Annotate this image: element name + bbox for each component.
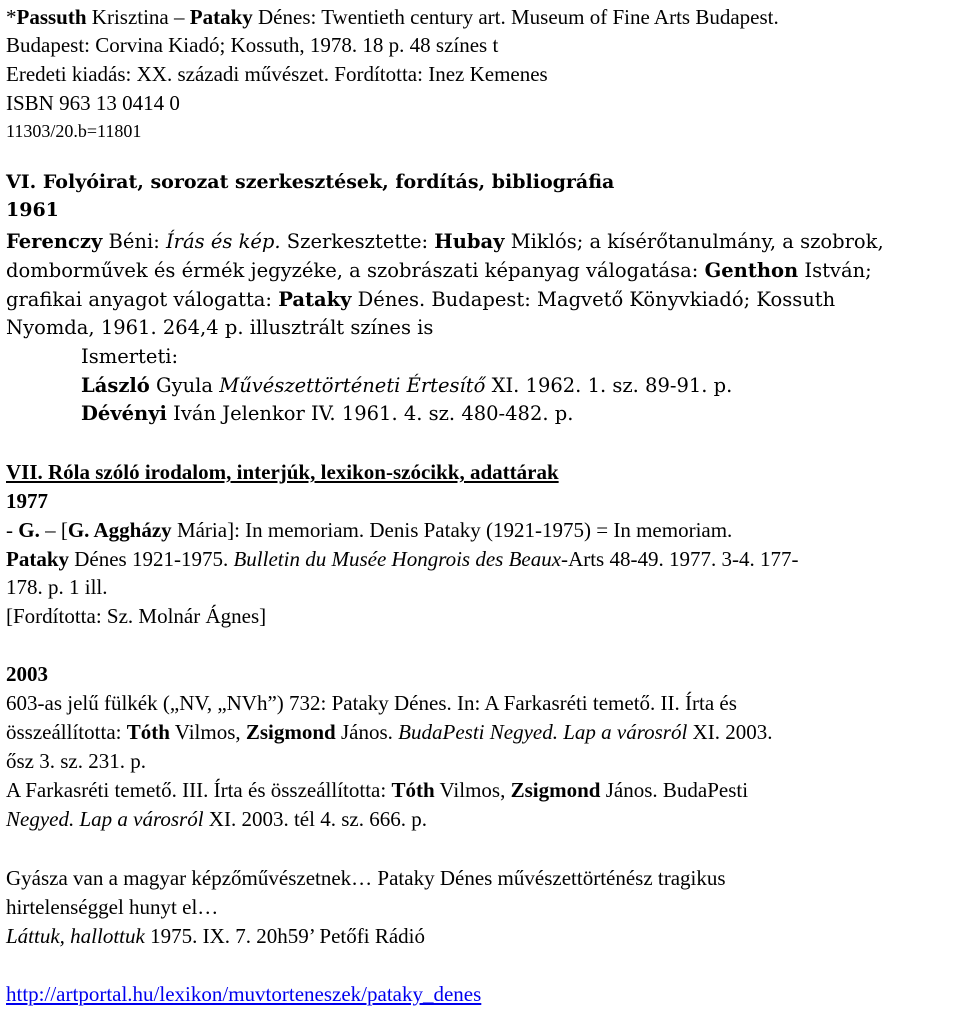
name-genthon: Genthon bbox=[704, 259, 799, 282]
text: domborművek és érmék jegyzéke, a szobrászati képanyag válogatása: bbox=[6, 259, 705, 282]
text: összeállította: bbox=[6, 720, 127, 744]
ferenczy-entry-line-2 bbox=[6, 256, 872, 285]
farkasret-ii-line-2 bbox=[6, 718, 772, 747]
text: – [ bbox=[39, 518, 68, 542]
text: Mária]: In memoriam. Denis Pataky (1921-1975) = In memoriam. bbox=[171, 518, 733, 542]
name-devenyi: Dévényi bbox=[81, 402, 167, 425]
farkasret-ii-line-3: ősz 3. sz. 231. p. bbox=[6, 749, 146, 773]
review-label: Ismerteti: bbox=[81, 345, 179, 368]
farkasret-ii-line-1: 603-as jelű fülkék („NV, „NVh”) 732: Pataky Dénes. In: A Farkasréti temető. II. Írta és bbox=[6, 691, 737, 715]
year-1961: 1961 bbox=[6, 199, 59, 221]
passuth-line-3: Eredeti kiadás: XX. századi művészet. Fordította: Inez Kemenes bbox=[6, 62, 548, 86]
asterisk: * bbox=[6, 5, 17, 29]
text: Krisztina – bbox=[86, 5, 190, 29]
name-toth: Tóth bbox=[391, 778, 435, 802]
journal-budapesti-negyed: BudaPesti Negyed. Lap a városról bbox=[398, 720, 688, 744]
farkasret-iii-line-1 bbox=[6, 776, 748, 805]
farkasret-iii-line-2 bbox=[6, 805, 427, 834]
name-pataky: Pataky bbox=[6, 547, 69, 571]
year-2003: 2003 bbox=[6, 662, 48, 686]
journal-bulletin: Bulletin du Musée Hongrois des Beaux- bbox=[233, 547, 569, 571]
passuth-call-number: 11303/20.b=11801 bbox=[6, 121, 142, 141]
author-ferenczy: Ferenczy bbox=[6, 230, 103, 253]
text: - bbox=[6, 518, 19, 542]
author-pataky: Pataky bbox=[189, 5, 253, 29]
text: Béni: bbox=[102, 230, 166, 253]
text: Miklós; a kísérőtanulmány, a szobrok, bbox=[504, 230, 884, 253]
author-passuth: Passuth bbox=[16, 5, 87, 29]
name-toth: Tóth bbox=[126, 720, 170, 744]
text: XI. 2003. bbox=[687, 720, 773, 744]
link-line bbox=[6, 980, 481, 1009]
text: Dénes. Budapest: Magvető Könyvkiadó; Kossuth bbox=[351, 288, 836, 311]
ferenczy-entry-line-4: Nyomda, 1961. 264,4 p. illusztrált színes is bbox=[6, 316, 434, 339]
text: A Farkasréti temető. III. Írta és összeállította: bbox=[6, 778, 392, 802]
author-g: G. bbox=[18, 518, 40, 542]
ferenczy-entry-line-1 bbox=[6, 227, 884, 256]
text: XI. 1962. 1. sz. 89-91. p. bbox=[485, 374, 733, 397]
name-pataky: Pataky bbox=[278, 288, 352, 311]
artportal-link[interactable]: http://artportal.hu/lexikon/muvtorteneszek/pataky_denes bbox=[6, 982, 482, 1006]
text: Arts 48-49. 1977. 3-4. 177- bbox=[568, 547, 799, 571]
title-iras-es-kep: Írás és kép. bbox=[165, 230, 281, 253]
passuth-line-2: Budapest: Corvina Kiadó; Kossuth, 1978. 18 p. 48 színes t bbox=[6, 33, 499, 57]
memoriam-translator: [Fordította: Sz. Molnár Ágnes] bbox=[6, 604, 267, 628]
text: grafikai anyagot válogatta: bbox=[6, 288, 279, 311]
radio-line-1: Gyásza van a magyar képzőművészetnek… Pataky Dénes művészettörténész tragikus bbox=[6, 866, 726, 890]
section-vi-heading: VI. Folyóirat, sorozat szerkesztések, fordítás, bibliográfia bbox=[6, 171, 615, 193]
review-devenyi bbox=[81, 399, 573, 428]
text: János. BudaPesti bbox=[600, 778, 749, 802]
memoriam-line-3: 178. p. 1 ill. bbox=[6, 575, 108, 599]
text: Dénes 1921-1975. bbox=[69, 547, 234, 571]
program-title: Láttuk, hallottuk bbox=[6, 924, 145, 948]
name-zsigmond: Zsigmond bbox=[510, 778, 601, 802]
journal-title: Művészettörténeti Értesítő bbox=[219, 374, 486, 397]
journal-budapesti-negyed: Negyed. Lap a városról bbox=[6, 807, 204, 831]
year-1977: 1977 bbox=[6, 489, 48, 513]
text: Vilmos, bbox=[434, 778, 511, 802]
ferenczy-entry-line-3 bbox=[6, 285, 835, 314]
memoriam-line-2 bbox=[6, 545, 798, 574]
text: Vilmos, bbox=[169, 720, 246, 744]
passuth-line-1 bbox=[6, 3, 779, 32]
name-laszlo: László bbox=[81, 374, 150, 397]
radio-line-2: hirtelenséggel hunyt el… bbox=[6, 895, 219, 919]
text: János. bbox=[335, 720, 399, 744]
text: XI. 2003. tél 4. sz. 666. p. bbox=[203, 807, 427, 831]
name-zsigmond: Zsigmond bbox=[245, 720, 336, 744]
radio-line-3 bbox=[6, 922, 425, 951]
text: Gyula bbox=[149, 374, 220, 397]
text: Dénes: Twentieth century art. Museum of Fine Arts Budapest. bbox=[252, 5, 779, 29]
memoriam-line-1 bbox=[6, 516, 732, 545]
passuth-isbn: ISBN 963 13 0414 0 bbox=[6, 91, 180, 115]
text: Iván Jelenkor IV. 1961. 4. sz. 480-482. p. bbox=[166, 402, 574, 425]
section-vii-heading: VII. Róla szóló irodalom, interjúk, lexikon-szócikk, adattárak bbox=[6, 460, 559, 484]
text: Szerkesztette: bbox=[280, 230, 435, 253]
review-laszlo bbox=[81, 371, 732, 400]
author-agghazy: G. Aggházy bbox=[67, 518, 172, 542]
name-hubay: Hubay bbox=[434, 230, 505, 253]
text: 1975. IX. 7. 20h59’ Petőfi Rádió bbox=[144, 924, 425, 948]
text: István; bbox=[798, 259, 872, 282]
